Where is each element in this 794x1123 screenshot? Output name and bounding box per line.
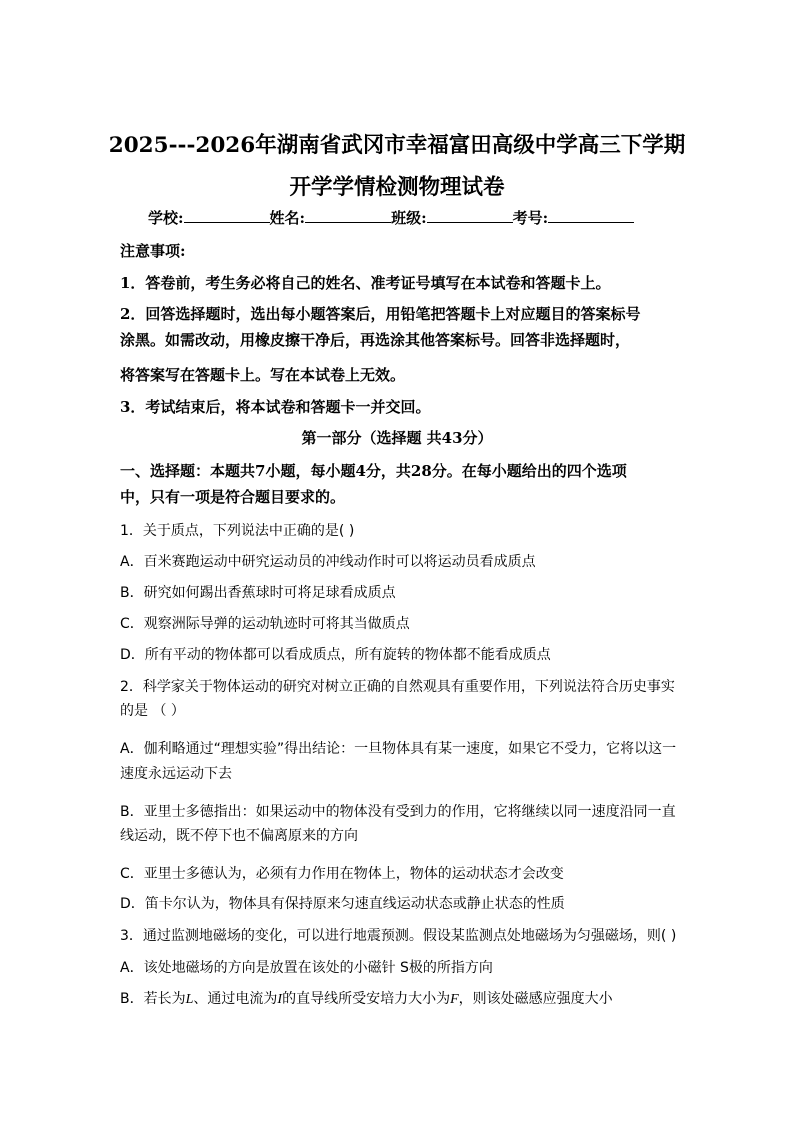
variable-force: F [450, 992, 459, 1007]
exam-title-line1: 2025---2026年湖南省武冈市幸福富田高级中学高三下学期 [108, 133, 686, 158]
question-3-option-a: A．该处地磁场的方向是放置在该处的小磁针 S极的所指方向 [120, 960, 493, 976]
class-label: 班级: [391, 209, 427, 227]
class-blank[interactable] [427, 207, 513, 223]
question-1-option-c: C．观察洲际导弹的运动轨迹时可将其当做质点 [120, 616, 410, 632]
notice-item-1: 1．答卷前，考生务必将自己的姓名、准考证号填写在本试卷和答题卡上。 [120, 274, 611, 292]
question-1-stem: 1．关于质点，下列说法中正确的是( ) [120, 523, 355, 539]
question-2-option-d: D．笛卡尔认为，物体具有保持原来匀速直线运动状态或静止状态的性质 [120, 896, 565, 912]
exam-number-label: 考号: [512, 209, 549, 227]
notice-item-2-line3: 将答案写在答题卡上。写在本试卷上无效。 [120, 366, 406, 384]
exam-number-blank[interactable] [548, 207, 634, 223]
part1-heading: 第一部分（选择题 共43分） [301, 429, 493, 447]
exam-title-line2: 开学学情检测物理试卷 [289, 175, 505, 200]
question-2-option-a-line2: 速度永远运动下去 [120, 766, 232, 782]
question-1-option-a: A．百米赛跑运动中研究运动员的冲线动作时可以将运动员看成质点 [120, 554, 536, 570]
question-2-stem-line2: 的是 （ ） [120, 703, 185, 719]
question-1-option-b: B．研究如何踢出香蕉球时可将足球看成质点 [120, 585, 396, 601]
question-1-option-d: D．所有平动的物体都可以看成质点，所有旋转的物体都不能看成质点 [120, 647, 551, 663]
name-blank[interactable] [305, 207, 391, 223]
question-3-stem: 3．通过监测地磁场的变化，可以进行地震预测。假设某监测点处地磁场为匀强磁场，则( ) [120, 928, 677, 944]
name-label: 姓名: [269, 209, 306, 227]
school-label: 学校: [148, 209, 184, 227]
student-info-row [148, 207, 634, 228]
section1-heading-line1: 一、选择题：本题共7小题，每小题4分，共28分。在每小题给出的四个选项 [120, 462, 627, 480]
question-2-option-b-line1: B．亚里士多德指出：如果运动中的物体没有受到力的作用，它将继续以同一速度沿同一直 [120, 804, 676, 820]
question-2-stem-line1: 2．科学家关于物体运动的研究对树立正确的自然观具有重要作用，下列说法符合历史事实 [120, 679, 675, 695]
notice-item-3: 3．考试结束后，将本试卷和答题卡一并交回。 [120, 398, 431, 416]
variable-length: L [185, 992, 194, 1007]
question-3-option-b-text-3: 的直导线所受安培力大小为 [282, 991, 451, 1007]
question-2-option-b-line2: 线运动，既不停下也不偏离原来的方向 [120, 828, 358, 844]
section1-heading-line2: 中，只有一项是符合题目要求的。 [120, 488, 346, 506]
question-3-option-b [120, 988, 613, 1008]
variable-current: I [277, 992, 283, 1007]
notice-item-2-line1: 2．回答选择题时，选出每小题答案后，用铅笔把答题卡上对应题目的答案标号 [120, 305, 641, 323]
question-3-option-b-text-1: B．若长为 [120, 991, 186, 1007]
question-2-option-c: C．亚里士多德认为，必须有力作用在物体上，物体的运动状态才会改变 [120, 866, 564, 882]
notice-heading: 注意事项: [120, 242, 186, 260]
school-blank[interactable] [184, 207, 270, 223]
question-2-option-a-line1: A．伽利略通过“理想实验”得出结论：一旦物体具有某一速度，如果它不受力，它将以这一 [120, 741, 677, 757]
question-3-option-b-text-4: ，则该处磁感应强度大小 [458, 991, 613, 1007]
question-3-option-b-text-2: 、通过电流为 [193, 991, 278, 1007]
notice-item-2-line2: 涂黑。如需改动，用橡皮擦干净后，再选涂其他答案标号。回答非选择题时， [120, 331, 631, 349]
